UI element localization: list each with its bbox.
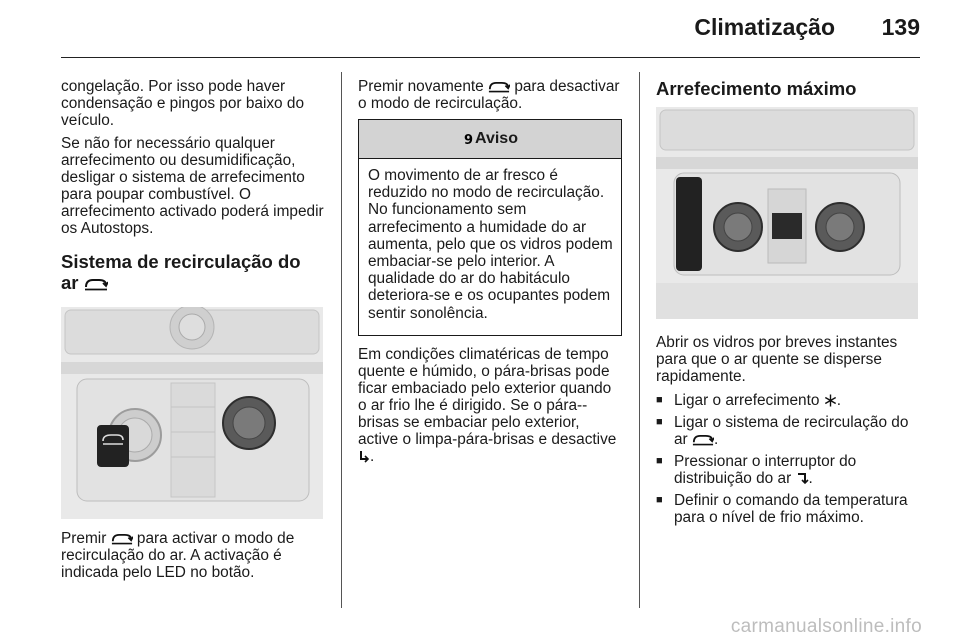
climate-panel-illustration [656, 107, 918, 319]
list-item: ■ Ligar o sistema de recirculação do ar . [656, 414, 922, 448]
airflow-down-icon [358, 450, 370, 463]
section-heading: Arrefecimento máximo [656, 78, 857, 99]
warning-icon [462, 132, 475, 145]
climate-panel-photo [61, 307, 323, 519]
bullet-list [656, 392, 922, 526]
warning-header: 9 Aviso [359, 120, 621, 159]
recirculation-icon [692, 434, 714, 446]
recirculation-icon [111, 533, 133, 545]
column-1 [61, 78, 329, 293]
column-3 [656, 334, 922, 531]
column-divider [341, 72, 342, 608]
list-item: ■ Pressionar o interruptor do distribuição do ar . [656, 453, 922, 487]
warning-box [358, 119, 622, 336]
svg-text:9: 9 [464, 133, 474, 145]
header-rule [61, 57, 920, 58]
column-2-paragraph: Em condições climatéricas de tempo quente e húmido, o pára-brisas pode ficar embaciado pelo exterior quando o ar frio lhe é dirigido. Se o pára--brisas se embaciar pelo exterior, active o limpa-pára-brisas e desactive . [358, 346, 617, 465]
watermark: carmanualsonline.info [730, 616, 922, 637]
paragraph: Abrir os vidros por breves instantes para que o ar quente se disperse rapidamente. [656, 334, 898, 385]
recirculation-icon [488, 81, 510, 93]
climate-panel-photo [656, 107, 918, 319]
column-2: Premir novamente para desactivar o modo de recirculação. [358, 78, 620, 112]
recirculation-icon [84, 278, 108, 291]
paragraph: Se não for necessário qualquer arrefecimento ou desumidificação, desligar o sistema de arrefecimento para poupar combustível. O arrefecimento activado poderá impedir os Autostops. [61, 135, 324, 237]
list-item: ■ Definir o comando da temperatura para o nível de frio máximo. [656, 492, 922, 526]
section-heading: Sistema de recirculação do ar [61, 251, 301, 293]
climate-panel-illustration [61, 307, 323, 519]
snowflake-icon [824, 394, 837, 407]
airflow-footwell-icon [796, 472, 809, 485]
page-number: 139 [881, 14, 920, 40]
list-item: ■ Ligar o arrefecimento . [656, 392, 922, 409]
warning-text: O movimento de ar fresco é reduzido no modo de recirculação. No funcionamento sem arrefecimento a humidade do ar aumenta, pelo que os vidros podem embaciar-se pelo interior. A qualidade do ar do habitáculo deteriora-se e os ocupantes podem sentir sonolência. [368, 167, 613, 322]
page-title: Climatização [694, 14, 835, 40]
column-divider [639, 72, 640, 608]
paragraph: congelação. Por isso pode haver condensação e pingos por baixo do veículo. [61, 78, 305, 129]
photo-caption: Premir para activar o modo de recirculação do ar. A activação é indicada pelo LED no botão. [61, 530, 295, 581]
